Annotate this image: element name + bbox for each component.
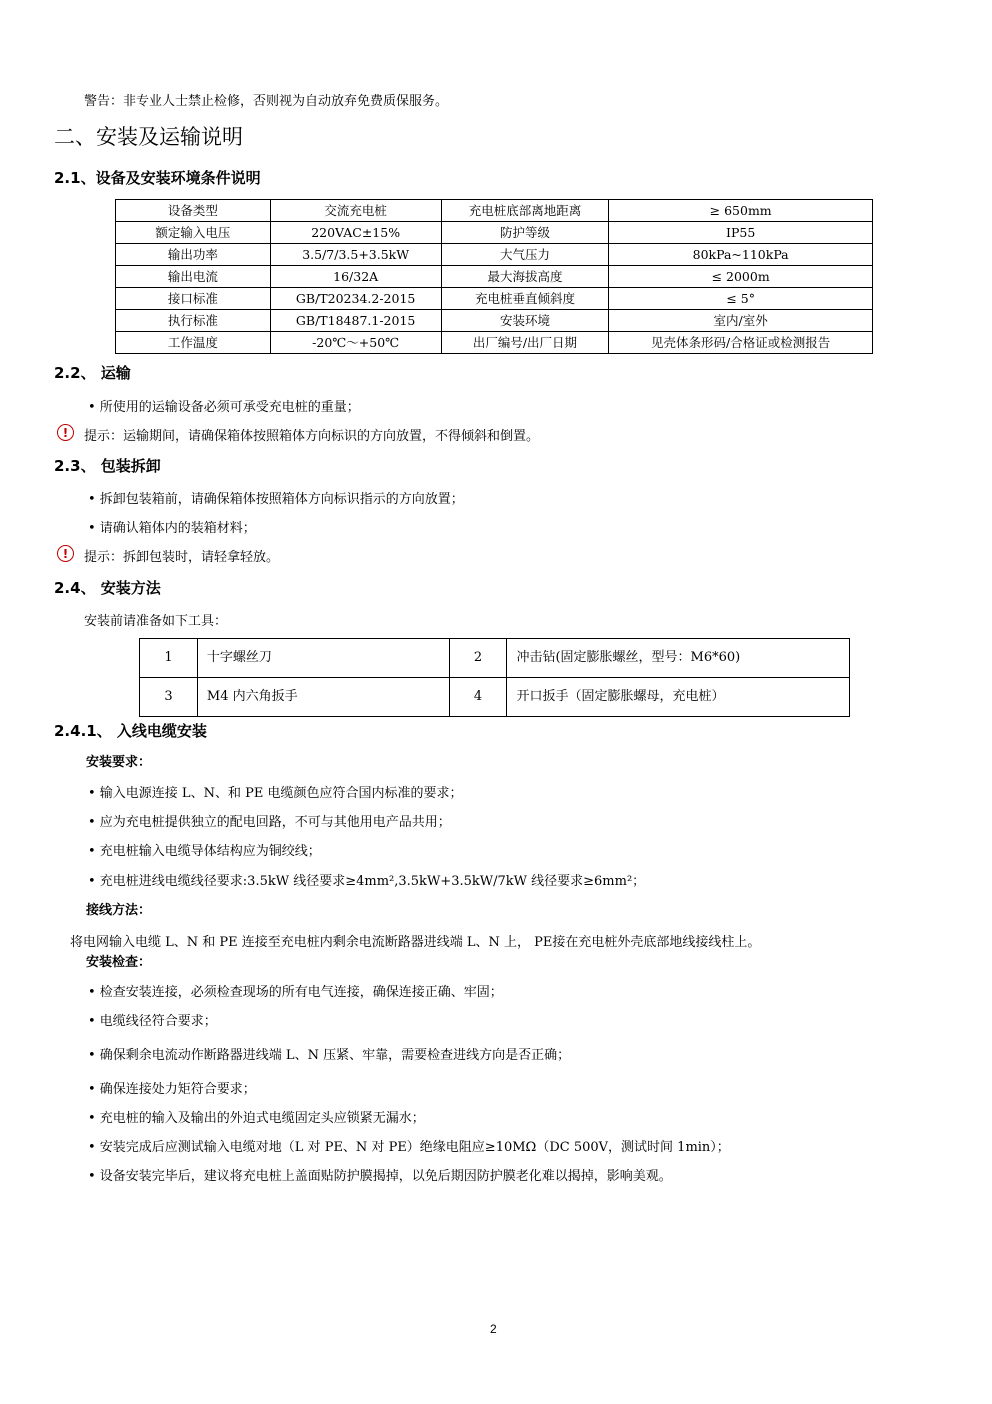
list-item: • 确保剩余电流动作断路器进线端 L、N 压紧、牢靠，需要检查进线方向是否正确； xyxy=(88,1048,571,1063)
table-cell: 接口标准 xyxy=(116,288,271,310)
tool-name: M4 内六角扳手 xyxy=(197,678,449,717)
table-row xyxy=(116,200,873,222)
install-check-label: 安装检查： xyxy=(86,955,152,970)
exclamation-circle-icon: ! xyxy=(57,424,74,441)
table-row xyxy=(116,332,873,354)
table-cell: ≥ 650mm xyxy=(609,200,873,222)
table-row xyxy=(116,222,873,244)
list-item: • 充电桩输入电缆导体结构应为铜绞线； xyxy=(88,844,321,859)
list-item: • 拆卸包装箱前，请确保箱体按照箱体方向标识指示的方向放置； xyxy=(88,492,464,507)
table-cell: 充电桩底部离地距离 xyxy=(441,200,609,222)
table-cell: 220VAC±15% xyxy=(270,222,441,244)
list-item: • 确保连接处力矩符合要求； xyxy=(88,1082,256,1097)
list-item: • 设备安装完毕后，建议将充电桩上盖面贴防护膜揭掉，以免后期因防护膜老化难以揭掉，影响美观。 xyxy=(88,1169,672,1184)
wiring-method-label: 接线方法： xyxy=(86,903,152,918)
table-cell: 充电桩垂直倾斜度 xyxy=(441,288,609,310)
tools-intro: 安装前请准备如下工具： xyxy=(84,614,228,629)
table-cell: 80kPa~110kPa xyxy=(609,244,873,266)
table-cell: 16/32A xyxy=(270,266,441,288)
table-cell: 执行标准 xyxy=(116,310,271,332)
table-cell: 额定输入电压 xyxy=(116,222,271,244)
list-item: • 充电桩进线电缆线径要求:3.5kW 线径要求≥4mm²,3.5kW+3.5kW/7kW 线径要求≥6mm²； xyxy=(88,874,646,889)
table-cell: 大气压力 xyxy=(441,244,609,266)
table-cell: 工作温度 xyxy=(116,332,271,354)
page-number: 2 xyxy=(490,1322,497,1336)
table-cell: 安装环境 xyxy=(441,310,609,332)
table-row xyxy=(116,266,873,288)
table-cell: -20℃～+50℃ xyxy=(270,332,441,354)
tool-number: 4 xyxy=(449,678,507,717)
section-2-4-title: 2.4、 安装方法 xyxy=(54,579,161,597)
table-cell: 3.5/7/3.5+3.5kW xyxy=(270,244,441,266)
list-item: • 所使用的运输设备必须可承受充电桩的重量； xyxy=(88,400,360,415)
table-row xyxy=(140,678,850,717)
table-cell: 最大海拔高度 xyxy=(441,266,609,288)
table-cell: 室内/室外 xyxy=(609,310,873,332)
tool-number: 2 xyxy=(449,639,507,678)
table-cell: 设备类型 xyxy=(116,200,271,222)
tip-text: 提示：运输期间，请确保箱体按照箱体方向标识的方向放置，不得倾斜和倒置。 xyxy=(84,429,540,444)
section-2-1-title: 2.1、设备及安装环境条件说明 xyxy=(54,169,261,187)
list-item: • 输入电源连接 L、N、和 PE 电缆颜色应符合国内标准的要求； xyxy=(88,786,463,801)
tool-number: 1 xyxy=(140,639,198,678)
list-item: • 充电桩的输入及输出的外迫式电缆固定头应锁紧无漏水； xyxy=(88,1111,425,1126)
table-cell: ≤ 2000m xyxy=(609,266,873,288)
table-cell: 输出功率 xyxy=(116,244,271,266)
spec-table xyxy=(115,199,873,354)
table-cell: 输出电流 xyxy=(116,266,271,288)
warning-text: 警告：非专业人士禁止检修，否则视为自动放弃免费质保服务。 xyxy=(84,94,449,109)
section-2-3-title: 2.3、 包装拆卸 xyxy=(54,457,161,475)
wiring-method-text: 将电网输入电缆 L、N 和 PE 连接至充电桩内剩余电流断路器进线端 L、N 上， PE接在充电桩外壳底部地线接线柱上。 xyxy=(70,935,761,950)
table-cell: 交流充电桩 xyxy=(270,200,441,222)
list-item: • 请确认箱体内的装箱材料； xyxy=(88,521,256,536)
section-2-4-1-title: 2.4.1、 入线电缆安装 xyxy=(54,722,207,740)
table-cell: 见壳体条形码/合格证或检测报告 xyxy=(609,332,873,354)
table-row xyxy=(116,310,873,332)
list-item: • 电缆线径符合要求； xyxy=(88,1014,217,1029)
tool-number: 3 xyxy=(140,678,198,717)
tool-name: 冲击钻(固定膨胀螺丝，型号：M6*60) xyxy=(507,639,850,678)
install-requirements-label: 安装要求： xyxy=(86,755,152,770)
table-row xyxy=(116,244,873,266)
chapter-title: 二、安装及运输说明 xyxy=(54,125,243,149)
list-item: • 安装完成后应测试输入电缆对地（L 对 PE、N 对 PE）绝缘电阻应≥10MΩ（DC 500V，测试时间 1min）； xyxy=(88,1140,730,1155)
table-row xyxy=(140,639,850,678)
table-row xyxy=(116,288,873,310)
tool-name: 开口扳手（固定膨胀螺母，充电桩） xyxy=(507,678,850,717)
tip-text: 提示：拆卸包装时，请轻拿轻放。 xyxy=(84,550,280,565)
tools-table xyxy=(139,638,850,717)
table-cell: GB/T20234.2-2015 xyxy=(270,288,441,310)
table-cell: 防护等级 xyxy=(441,222,609,244)
exclamation-circle-icon: ! xyxy=(57,545,74,562)
table-cell: 出厂编号/出厂日期 xyxy=(441,332,609,354)
list-item: • 检查安装连接，必须检查现场的所有电气连接，确保连接正确、牢固； xyxy=(88,985,503,1000)
tool-name: 十字螺丝刀 xyxy=(197,639,449,678)
table-cell: IP55 xyxy=(609,222,873,244)
table-cell: GB/T18487.1-2015 xyxy=(270,310,441,332)
section-2-2-title: 2.2、 运输 xyxy=(54,364,131,382)
table-cell: ≤ 5° xyxy=(609,288,873,310)
list-item: • 应为充电桩提供独立的配电回路，不可与其他用电产品共用； xyxy=(88,815,451,830)
